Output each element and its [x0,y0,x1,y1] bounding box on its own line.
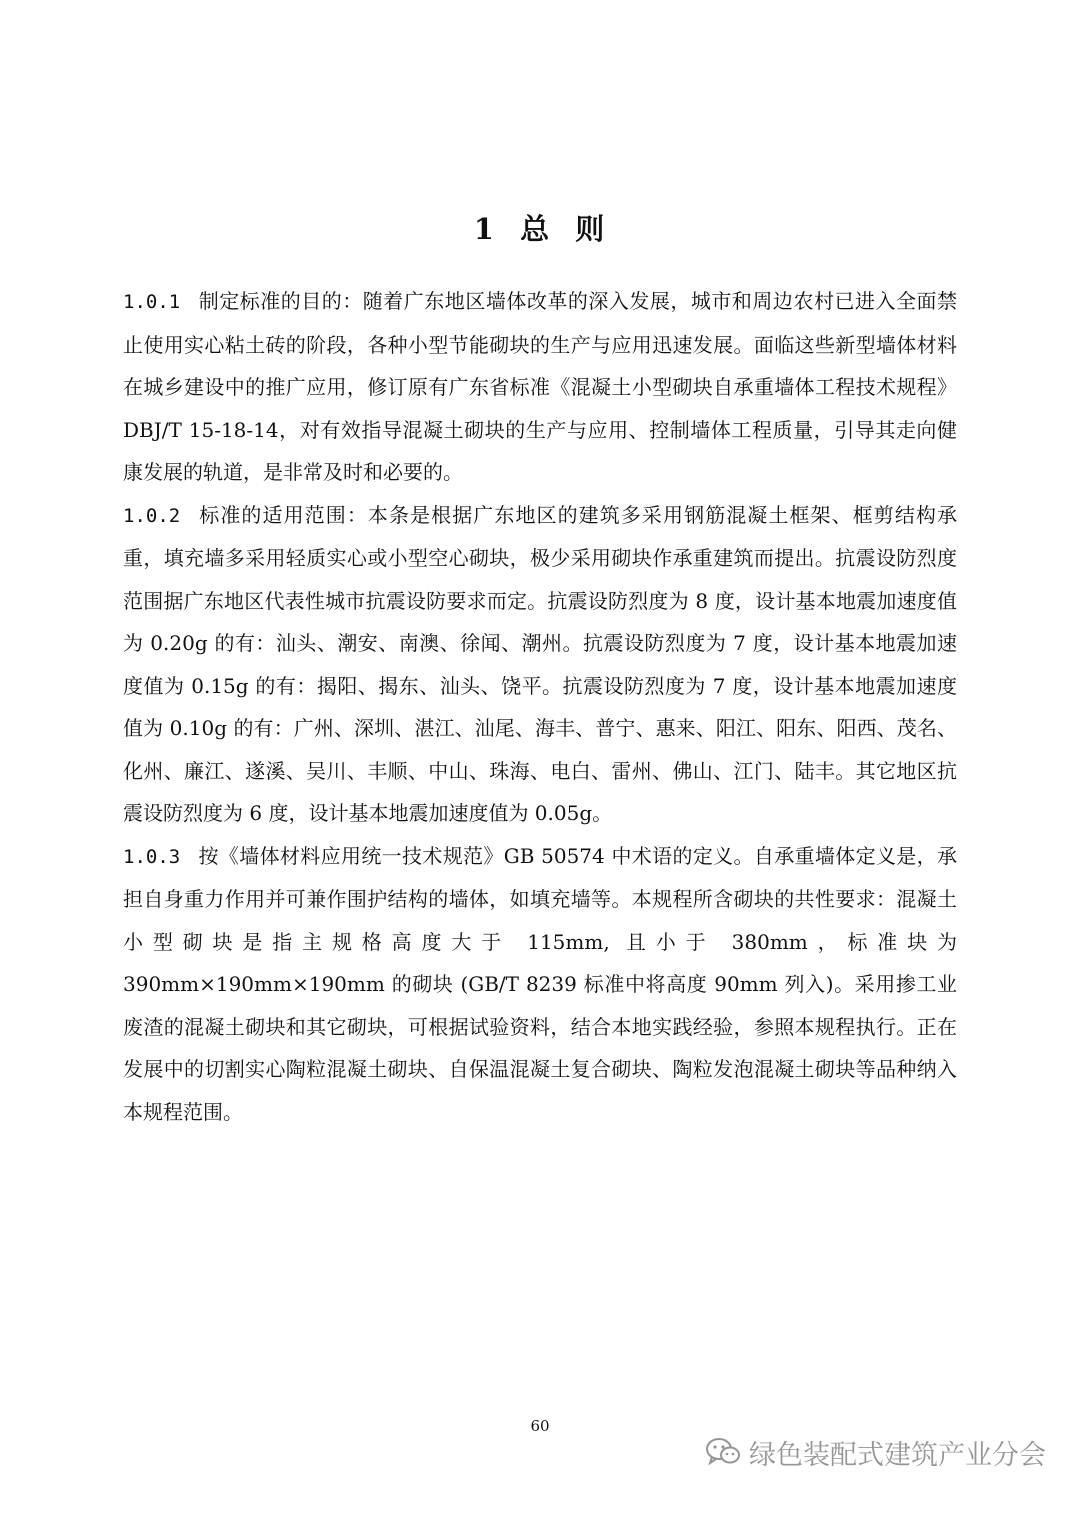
clause-1-0-1 [123,280,957,494]
watermark [705,1432,1046,1472]
page-number: 60 [530,1417,550,1435]
clause-number: 1.0.3 [123,845,181,868]
document-body [123,280,957,1133]
watermark-text: 绿色装配式建筑产业分会 [749,1439,1046,1471]
clause-number: 1.0.1 [123,291,181,313]
clause-text: 按《墙体材料应用统一技术规范》GB 50574 中术语的定义。自承重墙体定义是，承担自身重力作用并可兼作围护结构的墙体，如填充墙等。本规程所含砌块的共性要求：混凝土小型砌块是指主规格高度大于 115mm, 且小于 380mm，标准块为 390mm×190mm×190mm 的砌块 (GB/T 8239 标准中将高度 90mm 列入)。采用掺工业废渣的混凝土砌块和其它砌块，可根据试验资料，结合本地实践经验，参照本规程执行。正在发展中的切割实心陶粒混凝土砌块、自保温混凝土复合砌块、陶粒发泡混凝土砌块等品种纳入本规程范围。 [123,843,957,1124]
page-title: 1 总 则 [473,212,607,246]
clause-1-0-2 [123,494,957,835]
wechat-icon [705,1437,741,1467]
clause-text: 标准的适用范围：本条是根据广东地区的建筑多采用钢筋混凝土框架、框剪结构承重，填充墙多采用轻质实心或小型空心砌块，极少采用砌块作承重建筑而提出。抗震设防烈度范围据广东地区代表性城市抗震设防要求而定。抗震设防烈度为 8 度，设计基本地震加速度值为 0.20g 的有：汕头、潮安、南澳、徐闻、潮州。抗震设防烈度为 7 度，设计基本地震加速度值为 0.15g 的有：揭阳、揭东、汕头、饶平。抗震设防烈度为 7 度，设计基本地震加速度值为 0.10g 的有：广州、深圳、湛江、汕尾、海丰、普宁、惠来、阳江、阳东、阳西、茂名、化州、廉江、遂溪、吴川、丰顺、中山、珠海、电白、雷州、佛山、江门、陆丰。其它地区抗震设防烈度为 6 度，设计基本地震加速度值为 0.05g。 [123,502,957,825]
clause-number: 1.0.2 [123,504,181,527]
clause-text: 制定标准的目的：随着广东地区墙体改革的深入发展，城市和周边农村已进入全面禁止使用实心粘土砖的阶段，各种小型节能砌块的生产与应用迅速发展。面临这些新型墙体材料在城乡建设中的推广应用，修订原有广东省标准《混凝土小型砌块自承重墙体工程技术规程》DBJ/T 15-18-14，对有效指导混凝土砌块的生产与应用、控制墙体工程质量，引导其走向健康发展的轨道，是非常及时和必要的。 [123,289,957,484]
clause-1-0-3 [123,835,957,1134]
